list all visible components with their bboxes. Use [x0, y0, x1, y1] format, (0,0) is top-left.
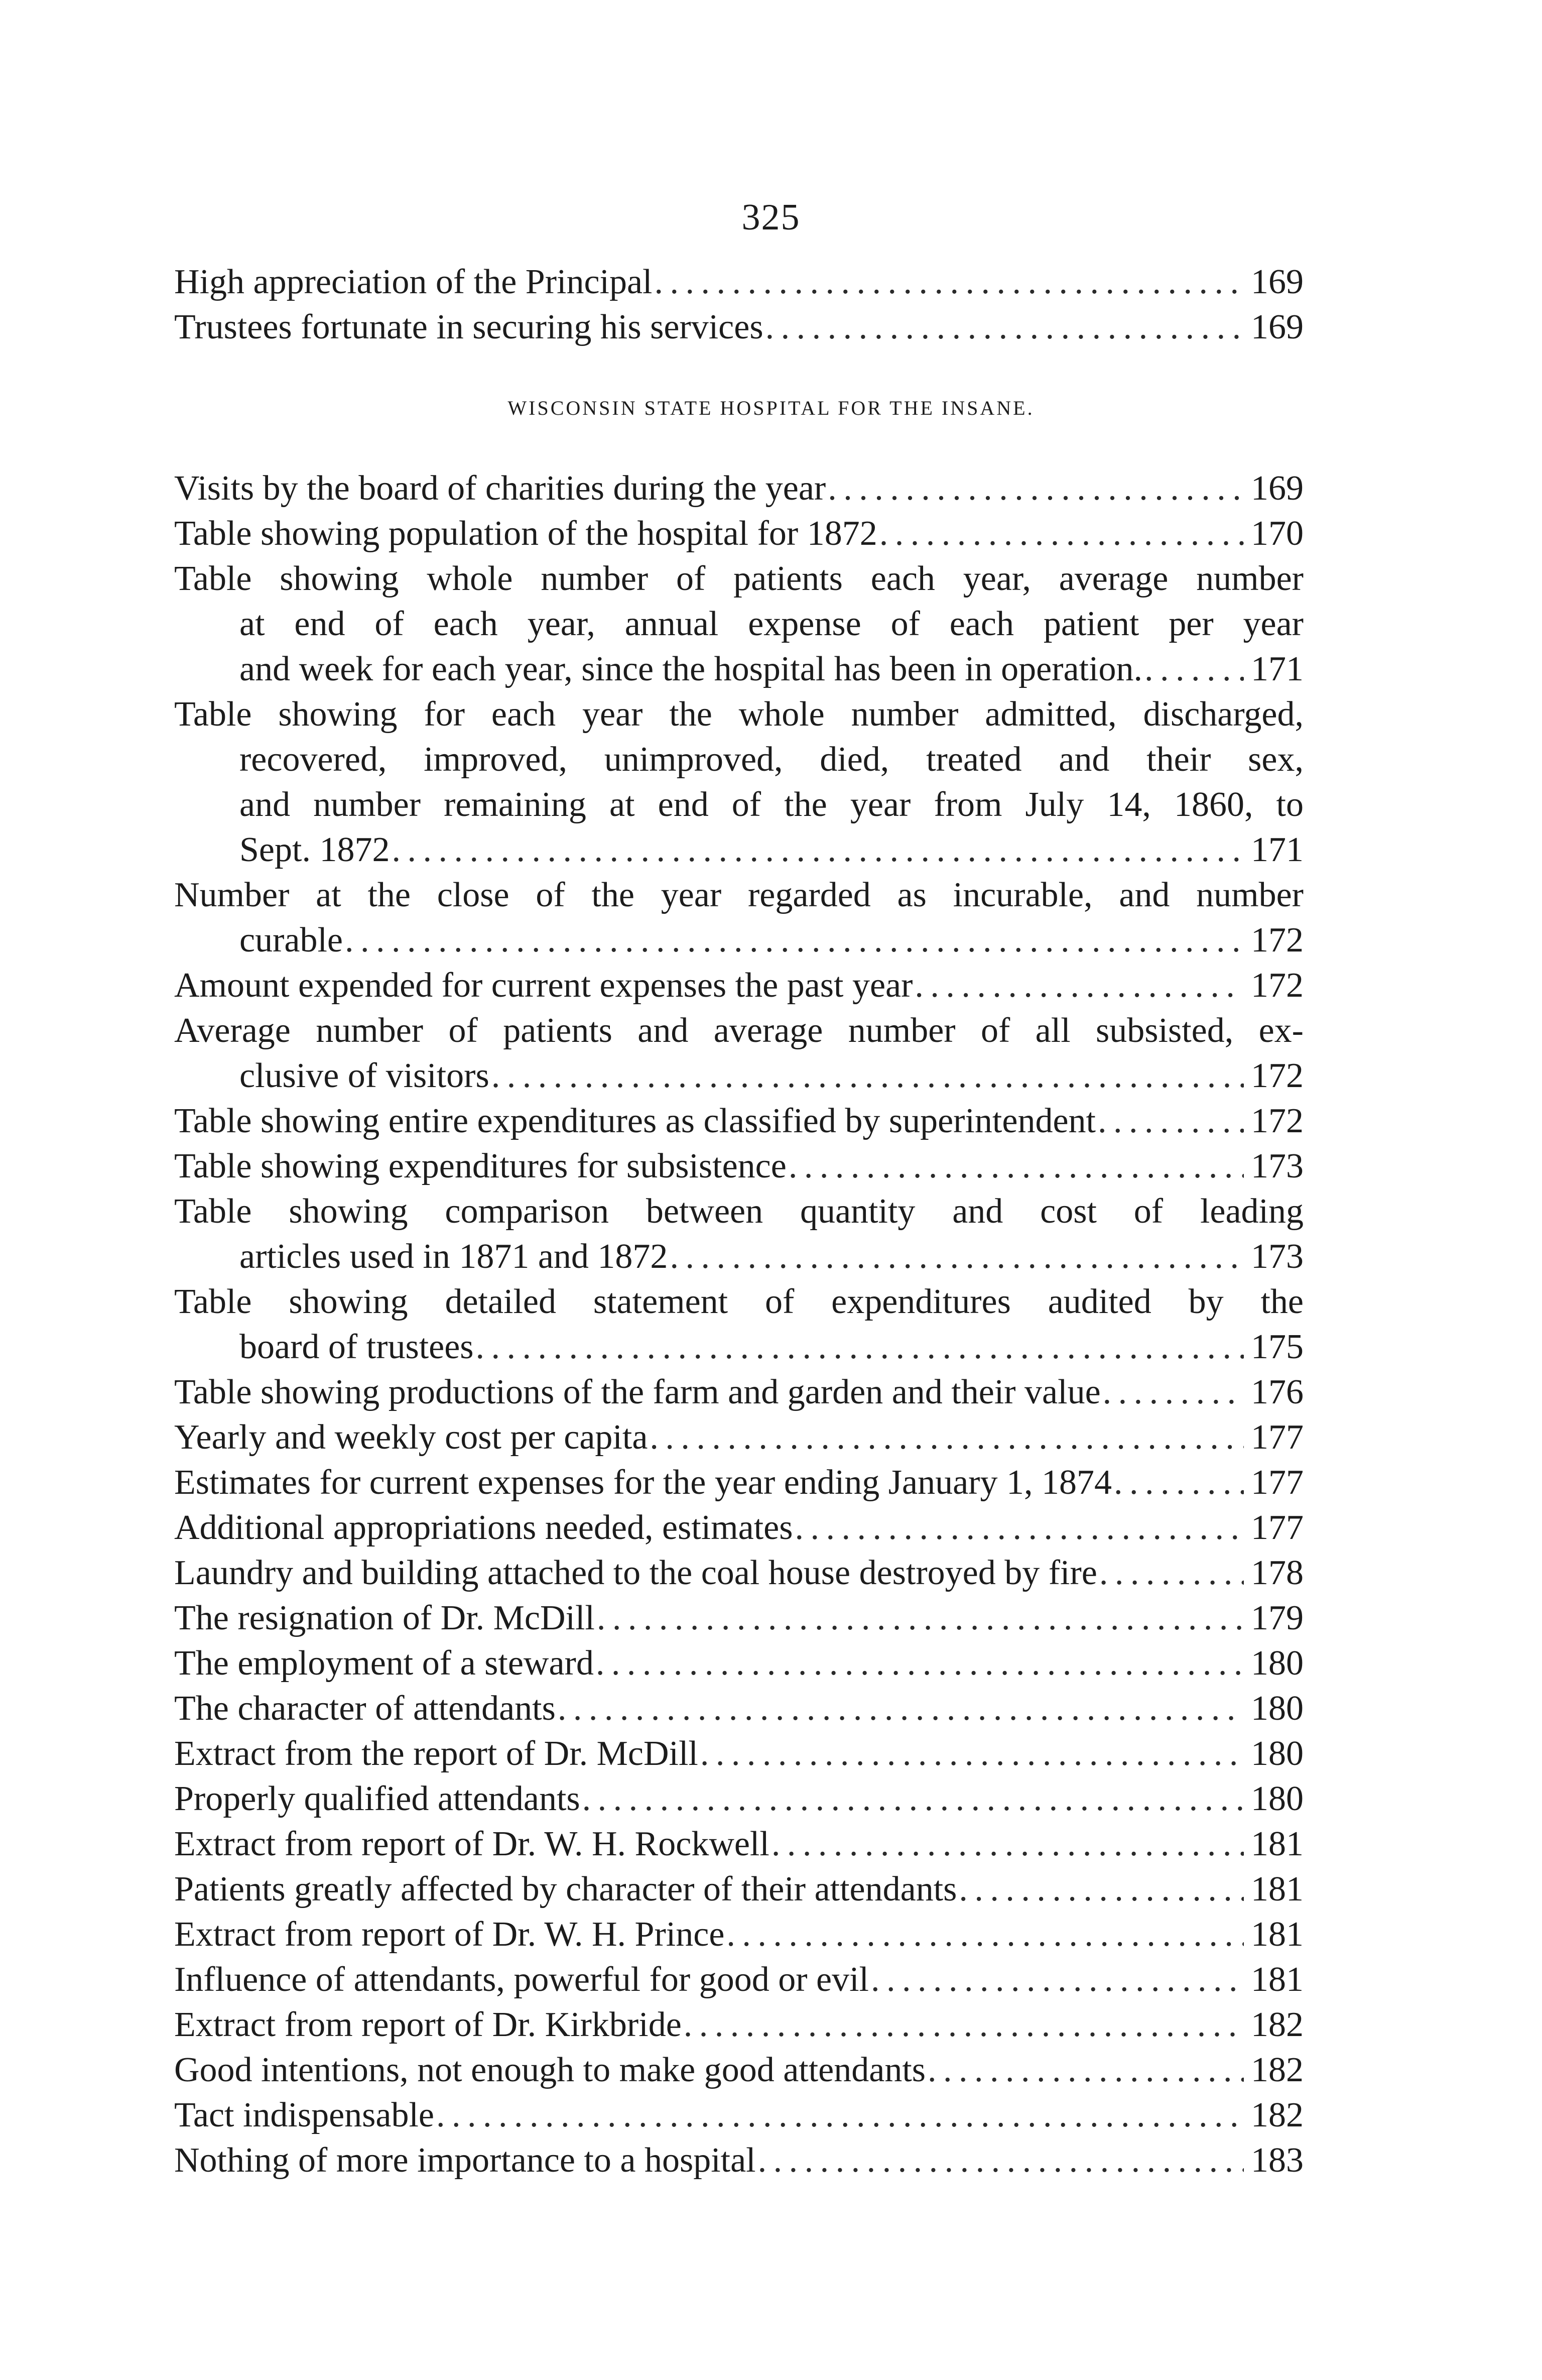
index-entry-page-number: 180: [1251, 1644, 1304, 1683]
index-entry-text: Nothing of more importance to a hospital: [174, 2141, 756, 2180]
index-entry-page-number: 181: [1251, 1960, 1304, 1999]
index-entry-final-line: [174, 1505, 1304, 1551]
dot-leader: [915, 963, 1244, 1008]
dot-leader: [1099, 1551, 1244, 1596]
dot-leader: [582, 1776, 1244, 1822]
index-entry-final-line: [174, 466, 1304, 511]
index-entry-page-number: 181: [1251, 1915, 1304, 1954]
index-entry: [174, 1596, 1304, 1641]
index-entry-text: Extract from report of Dr. W. H. Prince: [174, 1915, 725, 1954]
index-entry-page-number: 178: [1251, 1554, 1304, 1592]
dot-leader: [700, 1731, 1244, 1776]
index-entry: [174, 2048, 1304, 2093]
index-entry-text: Additional appropriations needed, estimates: [174, 1508, 793, 1547]
dot-leader: [772, 1822, 1244, 1867]
index-entry-text: Extract from the report of Dr. McDill: [174, 1734, 698, 1773]
index-entry-final-line: [174, 647, 1304, 692]
index-entry: [174, 2138, 1304, 2183]
index-entry-text: Yearly and weekly cost per capita: [174, 1418, 648, 1457]
index-entry-page-number: 173: [1251, 1147, 1304, 1185]
index-entry: [174, 1686, 1304, 1731]
index-entry-page-number: 169: [1251, 263, 1304, 301]
dot-leader: [655, 260, 1244, 305]
index-entry-page-number: 171: [1251, 830, 1304, 869]
dot-leader: [795, 1505, 1244, 1551]
index-entry-line: Number at the close of the year regarded as incurable, and number: [174, 876, 1304, 914]
index-entry: [174, 963, 1304, 1008]
index-entry: [174, 1731, 1304, 1776]
index-entry-final-line: [174, 1551, 1304, 1596]
index-entry-page-number: 182: [1251, 2051, 1304, 2089]
index-entry: [174, 305, 1304, 350]
index-entry: [174, 1144, 1304, 1189]
index-entry: [174, 1415, 1304, 1460]
index-entry: [174, 1008, 1304, 1099]
section-heading: WISCONSIN STATE HOSPITAL FOR THE INSANE.: [507, 397, 1035, 419]
index-entry-page-number: 176: [1251, 1373, 1304, 1411]
index-entry: [174, 1776, 1304, 1822]
index-entry-line: and number remaining at end of the year from July 14, 1860, to: [239, 785, 1304, 824]
dot-leader: [765, 305, 1244, 350]
index-entry-text: and week for each year, since the hospital has been in operation.: [239, 650, 1142, 688]
index-entry-line: recovered, improved, unimproved, died, treated and their sex,: [239, 740, 1304, 779]
index-entry-text: Estimates for current expenses for the year ending January 1, 1874: [174, 1463, 1112, 1502]
index-entry-page-number: 169: [1251, 308, 1304, 346]
index-entry-page-number: 175: [1251, 1328, 1304, 1366]
index-entry-page-number: 172: [1251, 921, 1304, 960]
index-entry: [174, 1189, 1304, 1279]
index-entry-text: Influence of attendants, powerful for good or evil: [174, 1960, 869, 1999]
index-entry: [174, 1370, 1304, 1415]
index-entry-text: Sept. 1872: [239, 830, 390, 869]
index-entry: [174, 692, 1304, 873]
index-entry-text: High appreciation of the Principal: [174, 263, 653, 301]
index-entry-line: Table showing comparison between quantity and cost of leading: [174, 1192, 1304, 1231]
index-entry: [174, 260, 1304, 305]
index-entry: [174, 1641, 1304, 1686]
index-entry-final-line: [174, 2138, 1304, 2183]
index-entry-page-number: 182: [1251, 2096, 1304, 2134]
index-entry-final-line: [174, 1415, 1304, 1460]
index-entry-final-line: [174, 1596, 1304, 1641]
index-entry-text: board of trustees: [239, 1328, 474, 1366]
dot-leader: [871, 1957, 1244, 2002]
index-entry-final-line: [174, 1144, 1304, 1189]
index-entry-page-number: 180: [1251, 1734, 1304, 1773]
index-entry-final-line: [174, 918, 1304, 963]
index-entry-final-line: [174, 1822, 1304, 1867]
index-entry-final-line: [174, 1686, 1304, 1731]
index-entry-text: Amount expended for current expenses the past year: [174, 966, 913, 1005]
index-entry-text: Table showing entire expenditures as classified by superintendent: [174, 1102, 1096, 1140]
index-entry-text: Laundry and building attached to the coal house destroyed by fire: [174, 1554, 1097, 1592]
dot-leader: [392, 827, 1244, 873]
index-entry-final-line: [174, 2093, 1304, 2138]
index-entry-line: at end of each year, annual expense of each patient per year: [239, 605, 1304, 643]
index-entry-final-line: [174, 1234, 1304, 1279]
dot-leader: [879, 511, 1244, 556]
index-entry: [174, 1279, 1304, 1370]
index-entry-final-line: [174, 963, 1304, 1008]
index-entry: [174, 556, 1304, 692]
index-entry-text: Table showing productions of the farm and garden and their value: [174, 1373, 1101, 1411]
index-entry-page-number: 177: [1251, 1508, 1304, 1547]
index-entry-text: Extract from report of Dr. Kirkbride: [174, 2005, 682, 2044]
dot-leader: [758, 2138, 1244, 2183]
index-entry-page-number: 181: [1251, 1870, 1304, 1909]
index-entry: [174, 1822, 1304, 1867]
dot-leader: [558, 1686, 1244, 1731]
index-entry-final-line: [174, 1957, 1304, 2002]
index-entry: [174, 1867, 1304, 1912]
index-entry: [174, 873, 1304, 963]
index-entry: [174, 1551, 1304, 1596]
index-entry-final-line: [174, 2048, 1304, 2093]
dot-leader: [670, 1234, 1244, 1279]
index-entry: [174, 2093, 1304, 2138]
index-entry-line: Table showing for each year the whole number admitted, discharged,: [174, 695, 1304, 734]
index-entry: [174, 2002, 1304, 2048]
index-entry-text: Extract from report of Dr. W. H. Rockwell: [174, 1825, 769, 1863]
index-entry-text: Properly qualified attendants: [174, 1779, 580, 1818]
index-entry-final-line: [174, 1867, 1304, 1912]
index-entry-text: The employment of a steward: [174, 1644, 594, 1683]
dot-leader: [476, 1325, 1244, 1370]
index-entry-final-line: [174, 1641, 1304, 1686]
index-entry-page-number: 183: [1251, 2141, 1304, 2180]
index-entry: [174, 1099, 1304, 1144]
index-entry-page-number: 172: [1251, 1102, 1304, 1140]
index-entry-page-number: 182: [1251, 2005, 1304, 2044]
dot-leader: [828, 466, 1244, 511]
index-entry-text: Table showing expenditures for subsistence: [174, 1147, 787, 1185]
index-entry: [174, 1460, 1304, 1505]
dot-leader: [345, 918, 1244, 963]
index-entry-page-number: 177: [1251, 1418, 1304, 1457]
index-entry-text: articles used in 1871 and 1872: [239, 1237, 668, 1276]
index-entry-final-line: [174, 827, 1304, 873]
index-entry-text: Table showing population of the hospital for 1872: [174, 514, 877, 553]
index-entry-text: Visits by the board of charities during the year: [174, 469, 826, 508]
index-entry-text: Trustees fortunate in securing his services: [174, 308, 763, 346]
index-entry-final-line: [174, 1776, 1304, 1822]
index-entry-page-number: 181: [1251, 1825, 1304, 1863]
dot-leader: [726, 1912, 1244, 1957]
index-entry-page-number: 172: [1251, 1056, 1304, 1095]
index-entry-final-line: [174, 1099, 1304, 1144]
page-number: 325: [741, 197, 801, 238]
dot-leader: [959, 1867, 1244, 1912]
index-entry-text: Tact indispensable: [174, 2096, 434, 2134]
index-entry-final-line: [174, 2002, 1304, 2048]
index-entry-page-number: 171: [1251, 650, 1304, 688]
index-entry-page-number: 179: [1251, 1599, 1304, 1637]
index-entry-page-number: 169: [1251, 469, 1304, 508]
index-entry-final-line: [174, 1912, 1304, 1957]
index-entry-page-number: 170: [1251, 514, 1304, 553]
index-entry-final-line: [174, 1460, 1304, 1505]
index-entry-page-number: 172: [1251, 966, 1304, 1005]
index-entry-final-line: [174, 1731, 1304, 1776]
index-entry-final-line: [174, 1370, 1304, 1415]
index-entry: [174, 1912, 1304, 1957]
index-list-top: [174, 260, 1304, 350]
index-entry: [174, 466, 1304, 511]
index-entry-text: The resignation of Dr. McDill: [174, 1599, 595, 1637]
index-entry: [174, 511, 1304, 556]
index-entry-page-number: 180: [1251, 1779, 1304, 1818]
index-entry-line: Average number of patients and average number of all subsisted, ex-: [174, 1011, 1304, 1050]
index-entry-final-line: [174, 1053, 1304, 1099]
index-entry-final-line: [174, 1325, 1304, 1370]
dot-leader: [928, 2048, 1244, 2093]
dot-leader: [436, 2093, 1244, 2138]
index-entry-line: Table showing whole number of patients each year, average number: [174, 559, 1304, 598]
index-entry-page-number: 173: [1251, 1237, 1304, 1276]
dot-leader: [1144, 647, 1244, 692]
index-entry-text: The character of attendants: [174, 1689, 556, 1728]
index-list-main: [174, 466, 1304, 2183]
dot-leader: [1098, 1099, 1244, 1144]
index-entry-page-number: 180: [1251, 1689, 1304, 1728]
dot-leader: [597, 1596, 1244, 1641]
index-entry: [174, 1957, 1304, 2002]
index-entry-page-number: 177: [1251, 1463, 1304, 1502]
dot-leader: [1114, 1460, 1244, 1505]
dot-leader: [491, 1053, 1244, 1099]
index-entry-line: Table showing detailed statement of expenditures audited by the: [174, 1282, 1304, 1321]
index-entry-final-line: [174, 305, 1304, 350]
dot-leader: [789, 1144, 1244, 1189]
dot-leader: [1103, 1370, 1244, 1415]
index-entry-text: Good intentions, not enough to make good attendants: [174, 2051, 926, 2089]
dot-leader: [650, 1415, 1244, 1460]
dot-leader: [596, 1641, 1244, 1686]
index-entry-text: curable: [239, 921, 343, 960]
dot-leader: [684, 2002, 1244, 2048]
index-entry: [174, 1505, 1304, 1551]
index-entry-final-line: [174, 511, 1304, 556]
index-entry-final-line: [174, 260, 1304, 305]
index-entry-text: clusive of visitors: [239, 1056, 489, 1095]
index-entry-text: Patients greatly affected by character of their attendants: [174, 1870, 957, 1909]
